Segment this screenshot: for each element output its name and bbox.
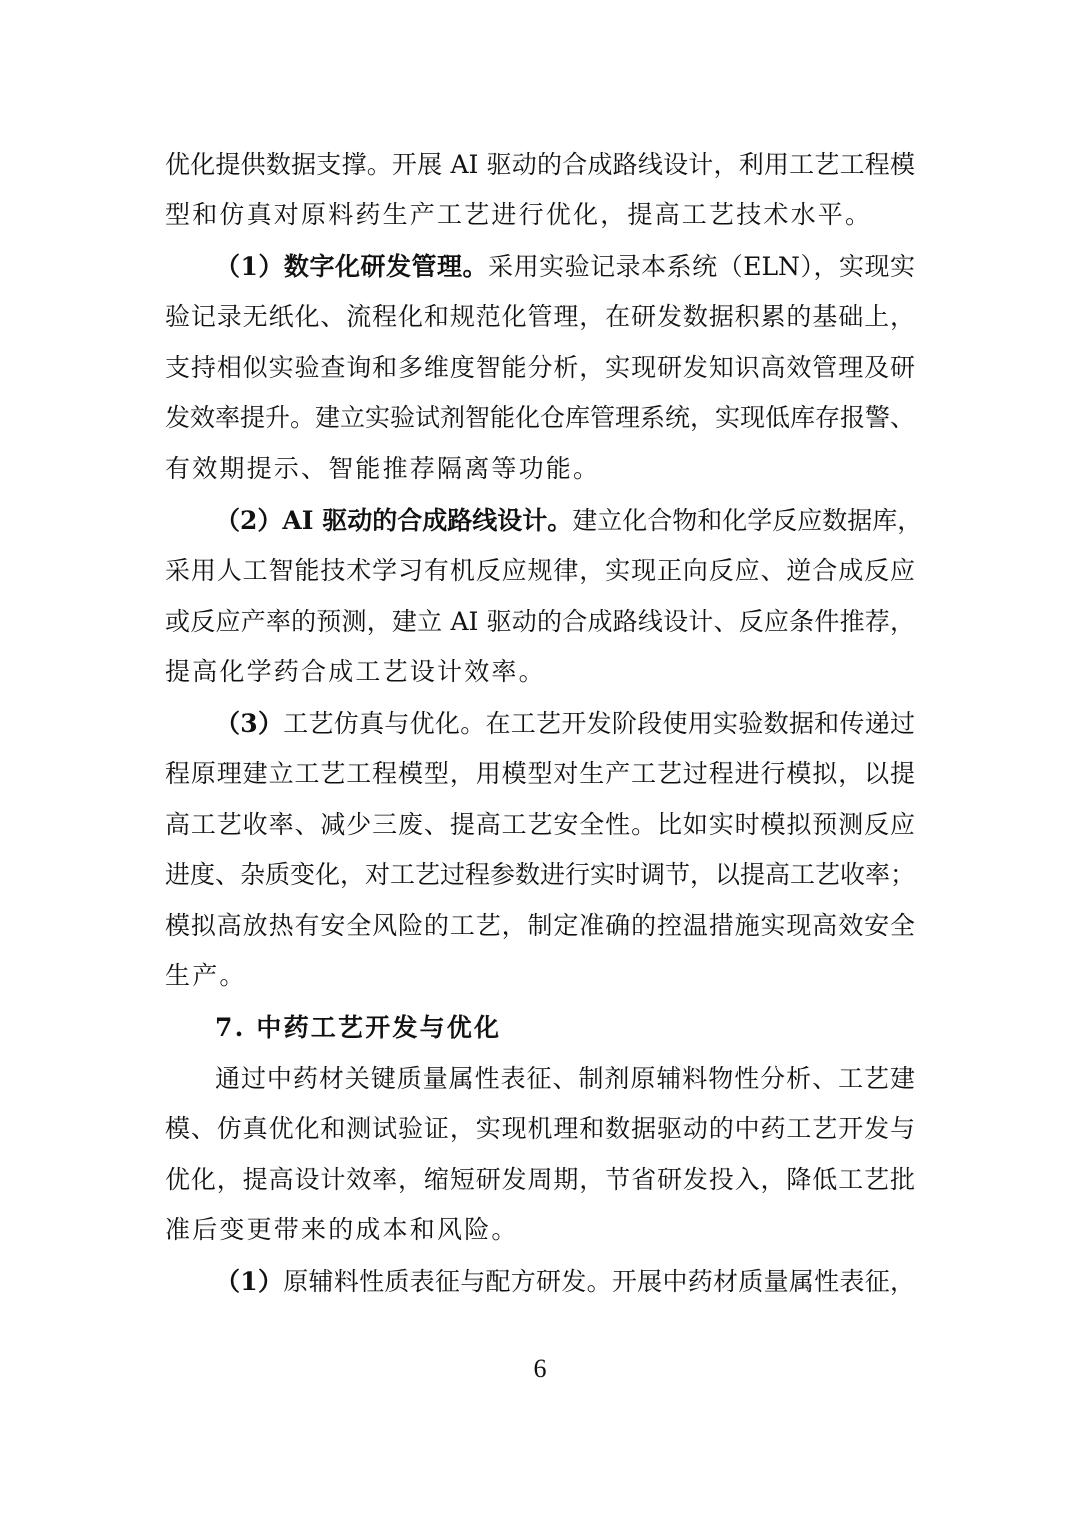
sub-1-line: [215, 1267, 915, 1297]
sub-1-heading: （1）: [215, 1267, 284, 1296]
item-1-line: [215, 252, 915, 282]
body-text-line: 准后变更带来的成本和风险。: [165, 1215, 519, 1244]
item-3-heading: （3）: [215, 709, 284, 738]
body-text-line: 提高化学药合成工艺设计效率。: [165, 657, 546, 686]
page-number: 6: [533, 1354, 547, 1383]
item-3-line: [215, 709, 915, 739]
item-2-line: [215, 506, 923, 536]
item-1-heading: （1）数字化研发管理。: [215, 252, 489, 281]
body-text-line: 优化提供数据支撑。开展 AI 驱动的合成路线设计，利用工艺工程模: [165, 150, 915, 179]
body-text-line: 进度、杂质变化，对工艺过程参数进行实时调节，以提高工艺收率；: [165, 860, 916, 889]
sub-1-text: 原辅料性质表征与配方研发。开展中药材质量属性表征，: [283, 1267, 915, 1296]
body-text-line: 支持相似实验查询和多维度智能分析，实现研发知识高效管理及研: [165, 353, 915, 382]
item-1-text: 采用实验记录本系统（ELN），实现实: [488, 252, 915, 281]
body-text-line: 或反应产率的预测，建立 AI 驱动的合成路线设计、反应条件推荐，: [165, 607, 915, 636]
body-text-line: 验记录无纸化、流程化和规范化管理，在研发数据积累的基础上，: [165, 302, 915, 331]
body-text-line: 发效率提升。建立实验试剂智能化仓库管理系统，实现低库存报警、: [165, 403, 916, 432]
section-7-heading: 7. 中药工艺开发与优化: [215, 1013, 502, 1042]
item-3-text: 工艺仿真与优化。在工艺开发阶段使用实验数据和传递过: [283, 709, 915, 738]
body-text-line: 高工艺收率、减少三废、提高工艺安全性。比如实时模拟预测反应: [165, 810, 915, 839]
item-2-text: 建立化合物和化学反应数据库，: [572, 506, 923, 535]
item-2-heading: （2）AI 驱动的合成路线设计。: [215, 506, 573, 535]
body-text-line: 优化，提高设计效率，缩短研发周期，节省研发投入，降低工艺批: [165, 1165, 915, 1194]
body-text-line: 通过中药材关键质量属性表征、制剂原辅料物性分析、工艺建: [215, 1064, 915, 1093]
body-text-line: 型和仿真对原料药生产工艺进行优化，提高工艺技术水平。: [165, 200, 873, 229]
body-text-line: 生产。: [165, 961, 247, 990]
body-text-line: 有效期提示、智能推荐隔离等功能。: [165, 454, 601, 483]
body-text-line: 采用人工智能技术学习有机反应规律，实现正向反应、逆合成反应: [165, 556, 915, 585]
body-text-line: 模、仿真优化和测试验证，实现机理和数据驱动的中药工艺开发与: [165, 1114, 915, 1143]
body-text-line: 程原理建立工艺工程模型，用模型对生产工艺过程进行模拟，以提: [165, 759, 915, 788]
body-text-line: 模拟高放热有安全风险的工艺，制定准确的控温措施实现高效安全: [165, 911, 915, 940]
